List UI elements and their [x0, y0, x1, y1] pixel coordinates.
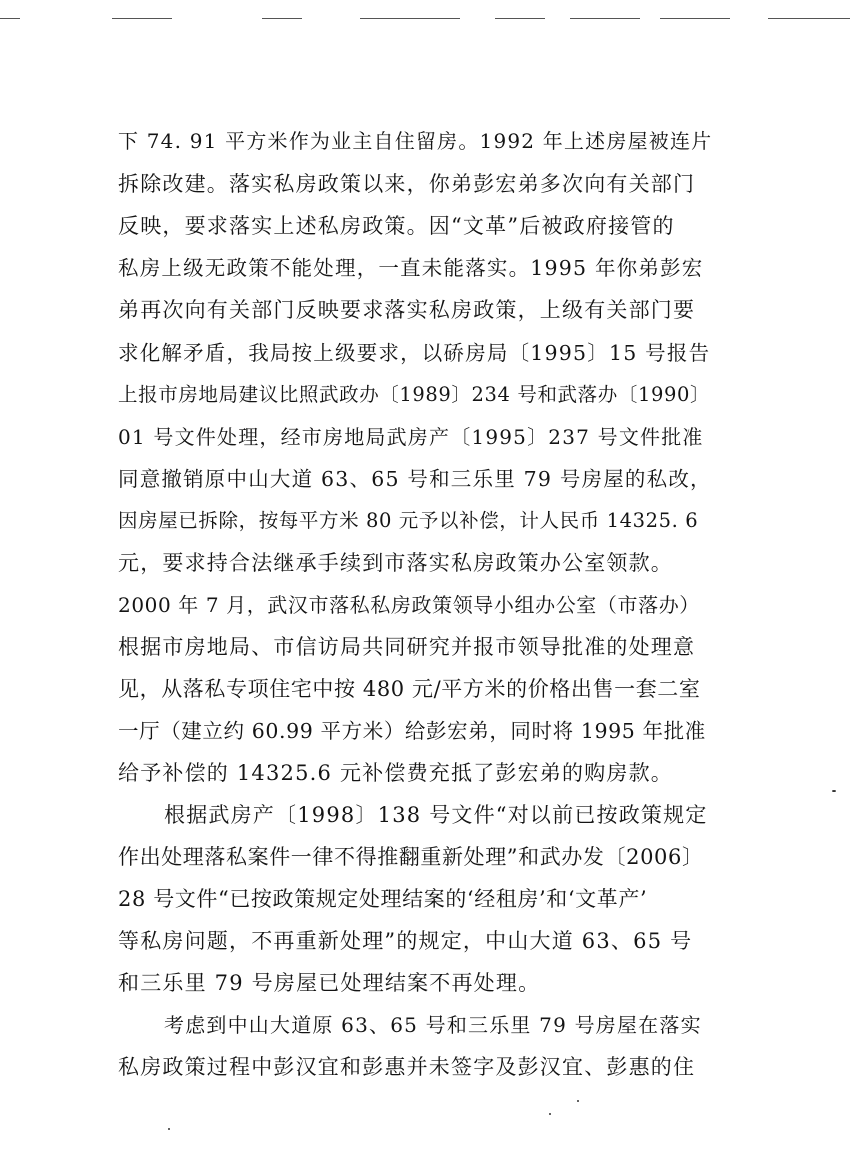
scan-edge-mark	[660, 18, 730, 19]
scan-edge-mark	[495, 18, 545, 19]
scan-speck	[577, 1100, 579, 1102]
text-line: 2000 年 7 月，武汉市落私私房政策领导小组办公室（市落办）	[118, 593, 700, 617]
text-line: 私房上级无政策不能处理，一直未能落实。1995 年你弟彭宏	[118, 256, 704, 280]
scan-edge-mark	[570, 18, 640, 19]
text-line: 反映，要求落实上述私房政策。因“文革”后被政府接管的	[118, 214, 675, 238]
text-line: 下 74. 91 平方米作为业主自住留房。1992 年上述房屋被连片	[118, 129, 713, 153]
text-line: 因房屋已拆除，按每平方米 80 元予以补偿，计人民币 14325. 6	[118, 509, 699, 532]
scan-speck	[832, 790, 836, 792]
text-line: 同意撤销原中山大道 63、65 号和三乐里 79 号房屋的私改，	[118, 467, 712, 491]
text-line: 元，要求持合法继承手续到市落实私房政策办公室领款。	[118, 551, 673, 575]
text-line: 和三乐里 79 号房屋已处理结案不再处理。	[118, 971, 541, 995]
text-line: 根据武房产〔1998〕138 号文件“对以前已按政策规定	[164, 803, 708, 827]
scan-edge-mark	[112, 18, 172, 19]
text-line: 一厅（建立约 60.99 平方米）给彭宏弟，同时将 1995 年批准	[118, 719, 706, 743]
scan-speck	[549, 1113, 551, 1115]
text-line: 等私房问题，不再重新处理”的规定，中山大道 63、65 号	[118, 929, 693, 953]
text-line: 求化解矛盾，我局按上级要求，以硚房局〔1995〕15 号报告	[118, 341, 711, 365]
text-line: 给予补偿的 14325.6 元补偿费充抵了彭宏弟的购房款。	[118, 761, 673, 785]
text-line: 私房政策过程中彭汉宜和彭惠并未签字及彭汉宜、彭惠的住	[118, 1055, 696, 1079]
scan-edge-mark	[0, 18, 20, 19]
text-line: 考虑到中山大道原 63、65 号和三乐里 79 号房屋在落实	[164, 1013, 702, 1037]
text-line: 见，从落私专项住宅中按 480 元/平方米的价格出售一套二室	[118, 677, 701, 701]
text-line: 作出处理落私案件一律不得推翻重新处理”和武办发〔2006〕	[118, 845, 704, 869]
text-line: 弟再次向有关部门反映要求落实私房政策，上级有关部门要	[118, 298, 696, 322]
text-line: 根据市房地局、市信访局共同研究并报市领导批准的处理意	[118, 635, 696, 659]
text-line: 上报市房地局建议比照武政办〔1989〕234 号和武落办〔1990〕	[118, 383, 711, 406]
scan-edge-mark	[262, 18, 302, 19]
scan-edge-mark	[360, 18, 460, 19]
scan-edge-mark	[768, 18, 850, 19]
text-line: 拆除改建。落实私房政策以来，你弟彭宏弟多次向有关部门	[118, 172, 696, 196]
scan-speck	[168, 1128, 170, 1130]
text-line: 01 号文件处理，经市房地局武房产〔1995〕237 号文件批准	[118, 425, 704, 449]
text-line: 28 号文件“已按政策规定处理结案的‘经租房’和‘文革产’	[118, 887, 648, 911]
